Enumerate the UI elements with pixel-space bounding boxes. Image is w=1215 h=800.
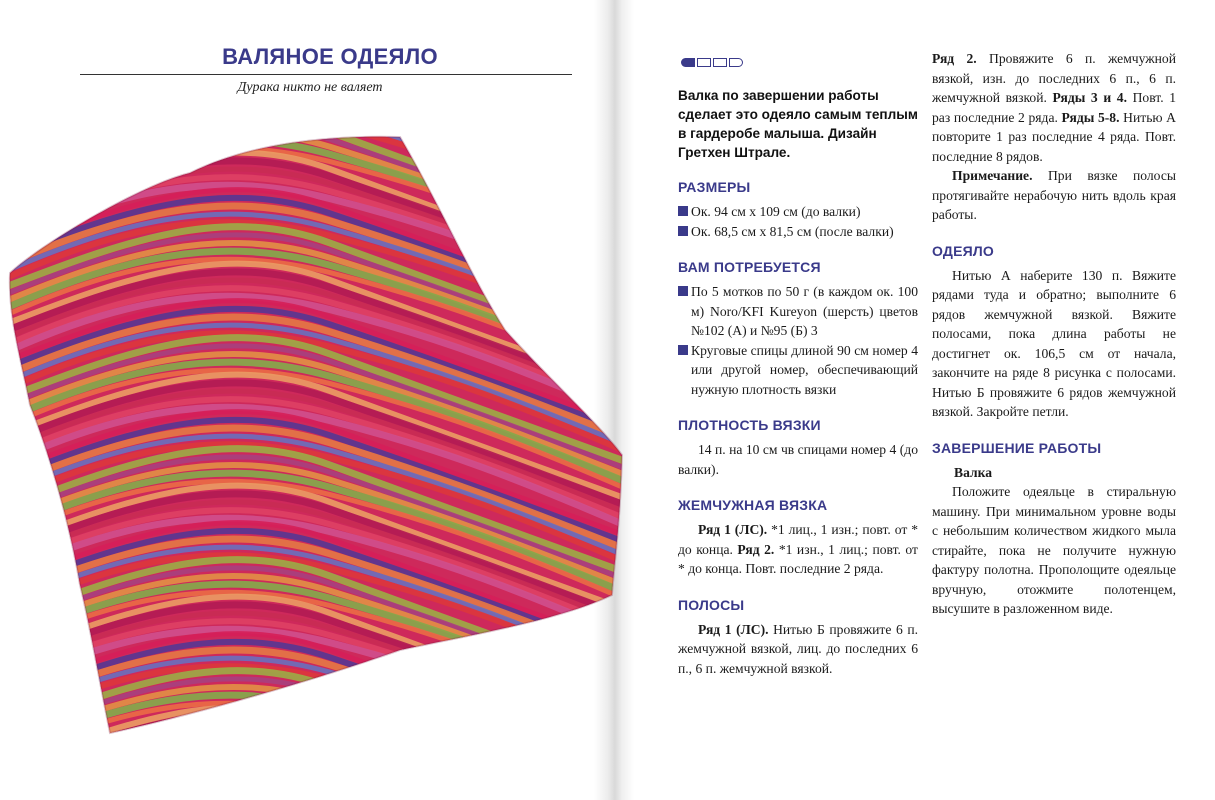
row-text: *1 изн., 1 лиц.; повт. от * до конца. Повт. последние 2 ряда. — [678, 541, 918, 576]
difficulty-cell — [729, 58, 743, 67]
gauge-text: 14 п. на 10 см чв спицами номер 4 (до валки). — [678, 442, 918, 477]
difficulty-indicator — [681, 58, 743, 67]
blanket-stripes — [0, 125, 630, 755]
size-before: Ок. 94 см x 109 см (до валки) — [691, 204, 861, 219]
middle-column — [678, 80, 918, 695]
stripes-note — [932, 166, 1176, 225]
blanket-section — [932, 242, 1176, 422]
blanket-heading: ОДЕЯЛО — [932, 242, 994, 259]
row-label: Ряды 3 и 4. — [1052, 90, 1127, 105]
blanket-stripe — [0, 671, 630, 755]
blanket-stripe — [0, 708, 630, 755]
row-label: Ряд 1 (ЛС). — [698, 621, 769, 637]
intro-text: Валка по завершении работы сделает это одеяло самым теплым в гардеробе малыша. Дизайн Гретхен Штрале. — [678, 88, 918, 160]
stripes-continued — [932, 49, 1176, 225]
row-label: Ряд 2. — [932, 51, 977, 66]
stripes-text-continued — [932, 49, 1176, 166]
seed-stitch-section — [678, 496, 918, 579]
blanket-stripe — [0, 724, 630, 755]
seed-stitch-text — [678, 520, 918, 579]
list-item — [678, 341, 918, 400]
difficulty-cell — [697, 58, 711, 67]
gauge-section — [678, 416, 918, 479]
felting-subheading: Валка — [954, 464, 993, 480]
right-column — [932, 49, 1176, 636]
sizes-heading: РАЗМЕРЫ — [678, 179, 751, 195]
gauge-heading: ПЛОТНОСТЬ ВЯЗКИ — [678, 417, 821, 433]
difficulty-cell — [681, 58, 695, 67]
row-text: Нитью А повторите 1 раз последние 4 ряда. Повт. последние 8 рядов. — [932, 109, 1176, 164]
title-rule — [80, 74, 572, 75]
row-text: *1 лиц., 1 изн.; повт. от * до конца. — [678, 522, 918, 557]
blanket-stripe — [0, 695, 630, 755]
materials-heading: ВАМ ПОТРЕБУЕТСЯ — [678, 259, 821, 275]
list-item — [678, 202, 918, 222]
yarn-text: По 5 мотков по 50 г (в каждом ок. 100 м) Noro/KFI Kureyon (шерсть) цветов №102 (А) и №95 (Б) 3 — [691, 284, 918, 338]
blanket-stripe — [0, 687, 630, 755]
materials-section — [678, 258, 918, 399]
square-bullet-icon — [678, 345, 688, 355]
blanket-stripe — [0, 716, 630, 755]
blanket-stripe — [0, 703, 630, 755]
finishing-text: Положите одеяльце в стиральную машину. При минимальном уровне воды с небольшим количеством жидкого мыла стирайте, пока не получите нужную фактуру полотна. Прополощите одеяльце вручную, отожмите полотенцем, высушите в разложенном виде. — [932, 484, 1176, 616]
square-bullet-icon — [678, 226, 688, 236]
stripes-heading: ПОЛОСЫ — [678, 596, 745, 613]
note-label: Примечание. — [952, 168, 1033, 183]
blanket-stripe — [0, 679, 630, 755]
needles-text: Круговые спицы длиной 90 см номер 4 или другой номер, обеспечивающий нужную плотность вязки — [691, 342, 918, 397]
sizes-section — [678, 178, 918, 241]
list-item — [678, 222, 918, 242]
page-subtitle: Дурака никто не валяет — [237, 80, 383, 95]
finishing-section — [932, 439, 1176, 619]
blanket-stripe — [0, 666, 630, 755]
row-text: Провяжите 6 п. жемчужной вязкой, изн. до последних 6 п., 6 п. жемчужной вязкой. — [932, 51, 1177, 105]
finishing-heading: ЗАВЕРШЕНИЕ РАБОТЫ — [932, 439, 1102, 456]
list-item — [678, 282, 918, 341]
square-bullet-icon — [678, 286, 688, 296]
seed-stitch-heading: ЖЕМЧУЖНАЯ ВЯЗКА — [678, 497, 828, 513]
blanket-stripe — [0, 732, 630, 755]
blanket-text: Нитью А наберите 130 п. Вяжите рядами туда и обратно; выполните 6 рядов жемчужной вязкой. Вяжите полосами, пока длина работы не достигнет ок. 106,5 см от начала, закончите на ряде 8 рисунка с полосами. Нитью Б провяжите 6 рядов жемчужной вязкой. Закройте петли. — [932, 267, 1176, 419]
blanket-stripe — [0, 740, 630, 755]
row-label: Ряды 5-8. — [1061, 109, 1120, 125]
stripes-section — [678, 596, 918, 679]
row-label: Ряд 2. — [737, 541, 775, 557]
row-text: Повт. 1 раз последние 2 ряда. — [932, 90, 1176, 125]
size-after: Ок. 68,5 см x 81,5 см (после валки) — [691, 223, 894, 239]
blanket-photo — [0, 125, 630, 755]
note-text: При вязке полосы протягивайте нерабочую нить вдоль края работы. — [932, 168, 1176, 222]
stripes-text-start — [678, 620, 918, 679]
page-title: ВАЛЯНОЕ ОДЕЯЛО — [222, 44, 438, 69]
square-bullet-icon — [678, 206, 688, 216]
row-label: Ряд 1 (ЛС). — [698, 522, 768, 537]
difficulty-cell — [713, 58, 727, 67]
row-text: Нитью Б провяжите 6 п. жемчужной вязкой, лиц. до последних 6 п., 6 п. жемчужной вязкой. — [678, 621, 918, 676]
